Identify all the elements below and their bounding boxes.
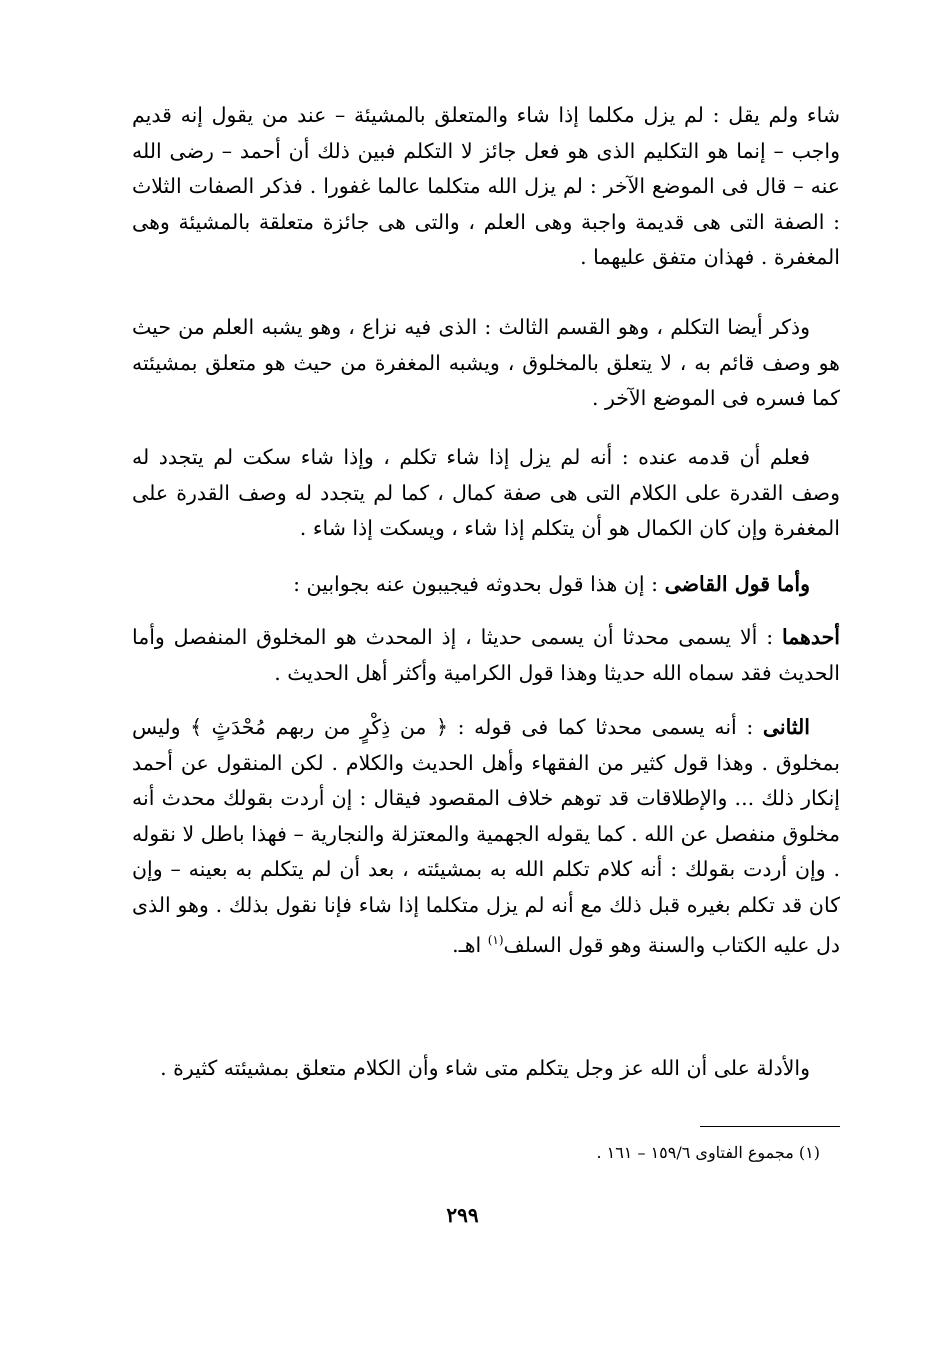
paragraph-4-lead: وأما قول القاضى bbox=[664, 572, 810, 596]
paragraph-1-text: شاء ولم يقل : لم يزل مكلما إذا شاء والمتعلق بالمشيئة – عند من يقول إنه قديم واجب – إنما هو التكليم الذى هو فعل جائز لا التكلم فبين ذلك أن أحمد – رضى الله عنه – قال فى الموضع الآخر : لم يزل الله متكلما عالما غفورا . فذكر الصفات الثلاث : الصفة التى هى قديمة واجبة وهى العلم ، والتى هى جائزة متعلقة بالمشيئة وهى المغفرة . فهذان متفق عليهما . bbox=[132, 103, 840, 269]
footnote: (١) مجموع الفتاوى ١٥٩/٦ – ١٦١ . bbox=[596, 1143, 820, 1162]
paragraph-5 bbox=[132, 620, 840, 691]
paragraph-5-lead: أحدهما bbox=[781, 625, 840, 649]
paragraph-1 bbox=[132, 98, 840, 276]
footnote-reference[interactable]: (١) bbox=[487, 933, 504, 947]
paragraph-2 bbox=[132, 310, 840, 417]
paragraph-4-text: : إن هذا قول بحدوثه فيجيبون عنه بجوابين : bbox=[293, 572, 665, 596]
paragraph-7-text: والأدلة على أن الله عز وجل يتكلم متى شاء وأن الكلام متعلق بمشيئته كثيرة . bbox=[160, 1056, 810, 1080]
page-number: ٢٩٩ bbox=[446, 1203, 479, 1227]
paragraph-2-text: وذكر أيضا التكلم ، وهو القسم الثالث : الذى فيه نزاع ، وهو يشبه العلم من حيث هو وصف قائم به ، لا يتعلق بالمخلوق ، ويشبه المغفرة من حيث هو متعلق بمشيئته كما فسره فى الموضع الآخر . bbox=[132, 315, 840, 410]
paragraph-6-lead: الثانى bbox=[762, 715, 810, 739]
paragraph-6-tail: اهـ. bbox=[452, 932, 488, 957]
paragraph-6-text: : أنه يسمى محدثا كما فى قوله : ﴿ من ذِكْرٍ من ربهم مُحْدَثٍ ﴾ وليس بمخلوق . وهذا قول كثير من الفقهاء وأهل الحديث والكلام . لكن المنقول عن أحمد إنكار ذلك ... والإطلاقات قد توهم خلاف المقصود فيقال : إن أردت بقولك محدث أنه مخلوق منفصل عن الله . كما يقوله الجهمية والمعتزلة والنجارية – فهذا باطل لا نقوله . وإن أردت بقولك : أنه كلام تكلم الله به بمشيئته ، بعد أن لم يتكلم به بعينه – وإن كان قد تكلم بغيره قبل ذلك مع أنه لم يزل متكلما إذا شاء فإنا نقول بذلك . وهو الذى دل عليه الكتاب والسنة وهو قول السلف bbox=[132, 715, 840, 957]
paragraph-3 bbox=[132, 440, 840, 547]
paragraph-4 bbox=[132, 567, 840, 603]
paragraph-5-text: : ألا يسمى محدثا أن يسمى حديثا ، إذ المحدث هو المخلوق المنفصل وأما الحديث فقد سماه الله حديثا وهذا قول الكرامية وأكثر أهل الحديث . bbox=[132, 625, 840, 685]
footnote-divider bbox=[700, 1126, 840, 1127]
paragraph-3-text: فعلم أن قدمه عنده : أنه لم يزل إذا شاء تكلم ، وإذا شاء سكت لم يتجدد له وصف القدرة على الكلام التى هى صفة كمال ، كما لم يتجدد له وصف القدرة على المغفرة وإن كان الكمال هو أن يتكلم إذا شاء ، ويسكت إذا شاء . bbox=[132, 445, 840, 540]
paragraph-6 bbox=[132, 710, 840, 963]
paragraph-7 bbox=[132, 1051, 840, 1087]
